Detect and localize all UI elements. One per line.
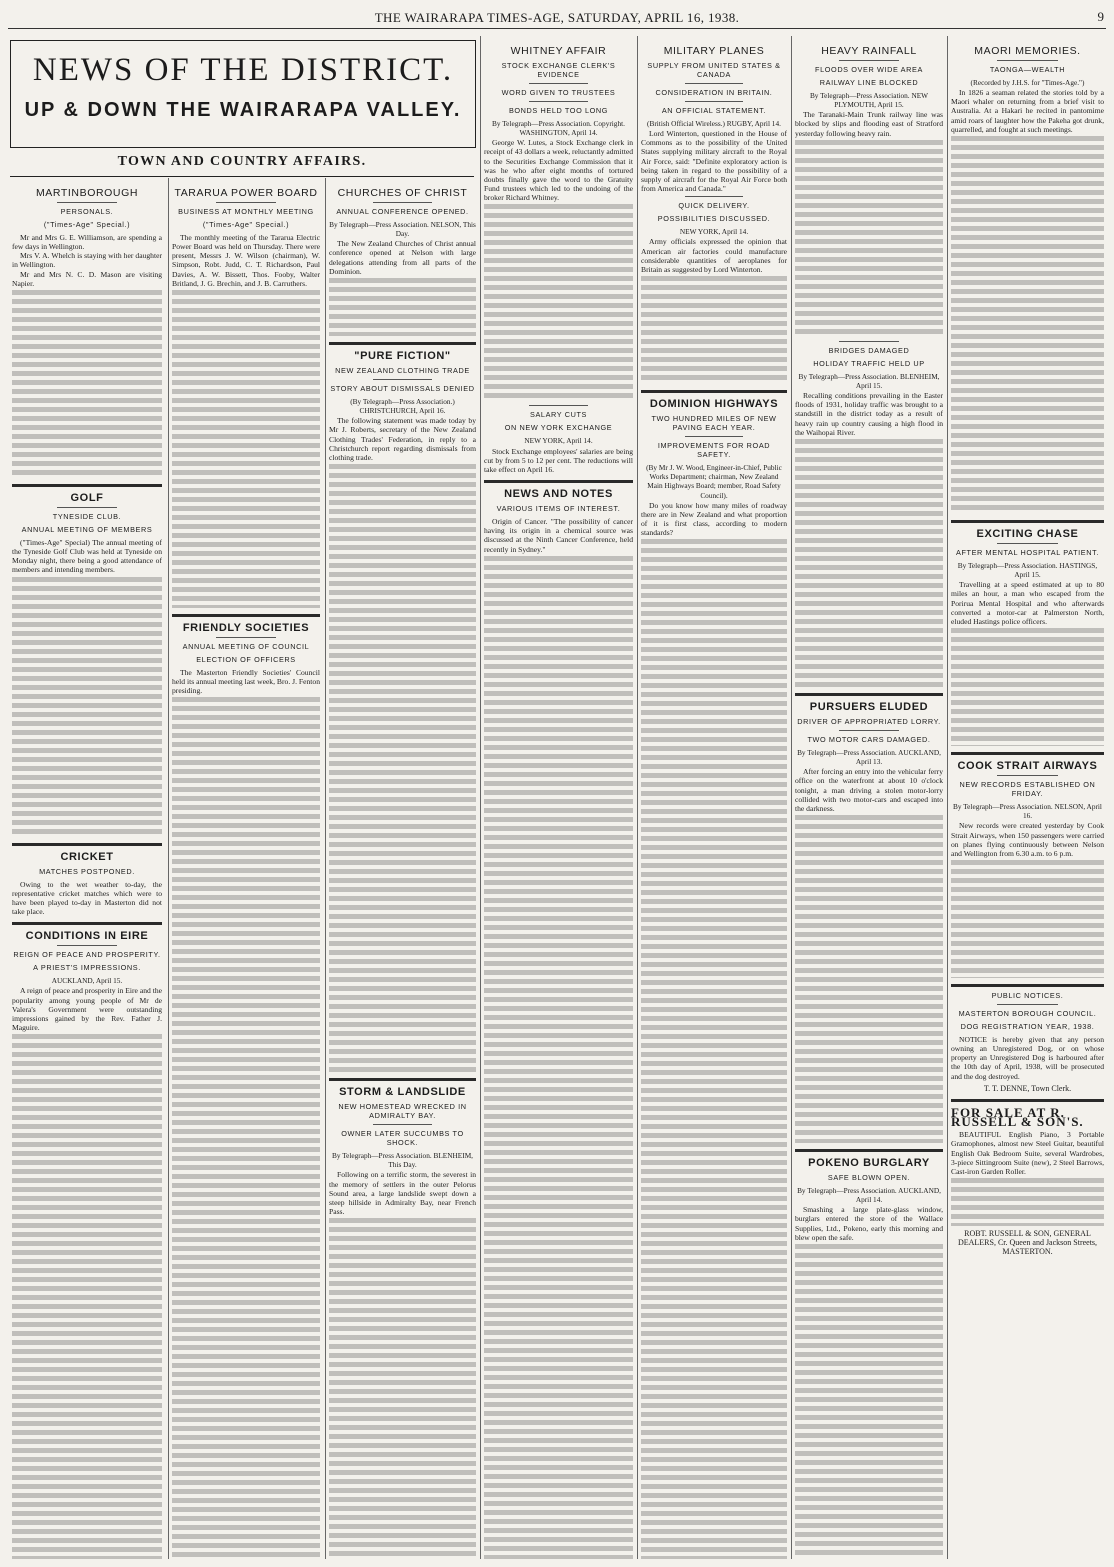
article-paragraph: The following statement was made today by Mr J. Roberts, secretary of the New Zealand Clothing Trades' Federation, in reply to a Christchurch report regarding dismissals from clothing trade.	[329, 416, 476, 462]
headline-pursuers: PURSUERS ELUDED	[809, 700, 929, 713]
subhead-paving: TWO HUNDRED MILES OF NEW PAVING EACH YEAR.	[651, 414, 777, 433]
subhead-council: ANNUAL MEETING OF COUNCIL	[182, 641, 310, 651]
subhead-official: AN OFFICIAL STATEMENT.	[661, 106, 767, 115]
headline-for-sale: FOR SALE AT R. RUSSELL & SON'S.	[951, 1104, 1084, 1130]
subhead-postponed: MATCHES POSTPONED.	[39, 866, 135, 876]
dateline: NEW YORK, April 14.	[524, 436, 593, 446]
article-paragraph: Owing to the wet weather to-day, the representative cricket matches which were to have been played to-day in Masterton did not take place.	[12, 879, 162, 917]
notice-council: MASTERTON BOROUGH COUNCIL.	[958, 1008, 1097, 1018]
text-lines	[484, 202, 633, 402]
masthead	[8, 6, 1106, 29]
article-paragraph: Smashing a large plate-glass window, burglars entered the store of the Wallace Supplies, Ltd., Pokeno, early this morning and blew open the safe.	[795, 1205, 943, 1242]
subhead-bridges: BRIDGES DAMAGED	[828, 345, 910, 355]
subhead-safe: SAFE BLOWN OPEN.	[827, 1172, 911, 1182]
headline-golf: GOLF	[70, 491, 104, 504]
text-lines	[12, 288, 162, 478]
dateline: By Telegraph—Press Association. HASTINGS, April 15.	[957, 560, 1098, 580]
subhead-delivery: QUICK DELIVERY.	[678, 201, 750, 211]
masthead-title: THE WAIRARAPA TIMES-AGE, SATURDAY, APRIL 16, 1938.	[374, 10, 740, 25]
column-rule	[325, 178, 326, 1559]
dateline: AUCKLAND, April 15.	[51, 976, 123, 986]
headline-storm: STORM & LANDSLIDE	[339, 1086, 466, 1099]
column-rule	[168, 178, 169, 1559]
notice-dog-registration: DOG REGISTRATION YEAR, 1938.	[960, 1021, 1095, 1031]
column-6	[795, 40, 943, 1559]
byline: (Recorded by J.H.S. for "Times-Age.")	[970, 78, 1085, 87]
subhead-conference: ANNUAL CONFERENCE OPENED.	[336, 207, 469, 216]
subhead-floods: FLOODS OVER WIDE AREA	[815, 65, 923, 74]
byline: (By Mr J. W. Wood, Engineer-in-Chief, Public Works Department; chairman, New Zealand Main Highways Board; member, Road Safety Council).	[646, 463, 782, 500]
text-lines	[951, 858, 1104, 978]
subhead-word-given: WORD GIVEN TO TRUSTEES	[501, 88, 616, 97]
text-lines	[12, 575, 162, 837]
article-paragraph: Travelling at a speed estimated at up to 80 miles an hour, a man who escaped from the Porirua Mental Hospital and who afterwards converted a motor-car at Palmerston North, eluded Hastings police officers.	[951, 580, 1104, 626]
subhead-tyneside: TYNESIDE CLUB.	[52, 511, 122, 521]
notice-paragraph: NOTICE is hereby given that any person owning an Unregistered Dog, or on whose property an Unregistered Dog is harboured after the 10th day of April, 1938, will be prosecuted and the dog destroyed.	[951, 1034, 1104, 1081]
subhead-owner: OWNER LATER SUCCUMBS TO SHOCK.	[341, 1129, 464, 1148]
article-paragraph: Recalling conditions prevailing in the Easter floods of 1931, holiday traffic was brought to a standstill in the district today as a result of heavy rain up country causing a high flood in the Waihopai River.	[795, 391, 943, 437]
text-lines	[795, 437, 943, 687]
article-paragraph: Do you know how many miles of roadway there are in New Zealand and what proportion of it is first class, according to modern standards?	[641, 500, 787, 538]
headline-maori: MAORI MEMORIES.	[974, 45, 1081, 57]
article-paragraph: The Taranaki-Main Trunk railway line was blocked by slips and flooding east of Stratford yesterday following heavy rain.	[795, 110, 943, 138]
article-paragraph: Mr and Mrs N. C. D. Mason are visiting Napier.	[12, 269, 162, 288]
subhead-items: VARIOUS ITEMS OF INTEREST.	[496, 504, 621, 514]
subhead-supply: SUPPLY FROM UNITED STATES & CANADA	[647, 61, 781, 79]
page-number: 9	[1097, 9, 1104, 24]
article-paragraph: The Masterton Friendly Societies' Council held its annual meeting last week, Bro. J. Fenton presiding.	[172, 667, 320, 696]
article-paragraph: George W. Lutes, a Stock Exchange clerk in receipt of 43 dollars a week, reluctantly admitted to the Securities Exchange Commission that it was he who after eight months of tortured doubts finally gave the word to the Gratuity Fund trustees which led to the undoing of the broker Richard Whitney.	[484, 138, 633, 203]
column-4	[484, 40, 633, 1559]
advert-paragraph: BEAUTIFUL English Piano, 3 Portable Gramophones, almost new Steel Guitar, beautiful English Oak Bedroom Suite, several Wardrobes, 3-piece Sittingroom Suite (new), 2 Steel Barrows, Cast-iron Garden Roller.	[951, 1130, 1104, 1176]
article-paragraph: Army officials expressed the opinion that American air factories could manufacture considerable quantities of aeroplanes for Britain as suggested by Lord Winterton.	[641, 237, 787, 274]
subhead-holiday: HOLIDAY TRAFFIC HELD UP	[813, 358, 925, 368]
special-note: ("Times-Age" Special.)	[202, 220, 290, 229]
dateline: By Telegraph—Press Association. BLENHEIM, April 15.	[798, 371, 940, 390]
article-paragraph: The monthly meeting of the Tararua Electric Power Board was held on Thursday. There were present, Messrs J. W. Wilson (chairman), W. Simpson, Robt. Judd, C. T. Richardson, Paul Davies, A. W. Bissett, Thos. Fooby, Walter Britland, J. G. Brechin, and J. B. Carruthers.	[172, 233, 320, 288]
subhead-exchange: ON NEW YORK EXCHANGE	[504, 423, 613, 433]
public-notices-heading: PUBLIC NOTICES.	[991, 990, 1064, 1000]
headline-martinborough: MARTINBOROUGH	[35, 187, 139, 199]
headline-pokeno: POKENO BURGLARY	[808, 1156, 930, 1169]
subhead-clothing: NEW ZEALAND CLOTHING TRADE	[335, 365, 470, 375]
dateline: (By Telegraph—Press Association.) CHRISTCHURCH, April 16.	[350, 396, 455, 416]
subhead-cars: TWO MOTOR CARS DAMAGED.	[807, 734, 931, 744]
text-lines	[172, 695, 320, 1559]
article-paragraph: Mrs V. A. Whelch is staying with her daughter in Wellington.	[12, 251, 162, 270]
subhead-taonga: TAONGA—WEALTH	[989, 65, 1066, 74]
subhead-records: NEW RECORDS ESTABLISHED ON FRIDAY.	[959, 780, 1096, 799]
subhead-peace: REIGN OF PEACE AND PROSPERITY.	[13, 950, 161, 960]
headline-military: MILITARY PLANES	[663, 45, 765, 57]
headline-tararua: TARARUA POWER BOARD	[174, 187, 318, 199]
text-lines	[484, 554, 633, 1559]
text-lines	[951, 1176, 1104, 1226]
headline-rainfall: HEAVY RAINFALL	[821, 45, 917, 57]
headline-churches: CHURCHES OF CHRIST	[337, 187, 468, 199]
district-news-banner	[10, 40, 476, 148]
subhead-business: BUSINESS AT MONTHLY MEETING	[178, 207, 314, 216]
text-lines	[795, 1242, 943, 1559]
dateline: By Telegraph—Press Association. BLENHEIM, This Day.	[331, 1151, 474, 1170]
text-lines	[329, 462, 476, 1072]
subhead-consideration: CONSIDERATION IN BRITAIN.	[655, 88, 773, 97]
article-paragraph: New records were created yesterday by Cook Strait Airways, when 150 passengers were carried on planes flying continuously between Nelson and Wellington from 6.30 a.m. to 6 p.m.	[951, 821, 1104, 858]
article-paragraph: Stock Exchange employees' salaries are being cut by from 5 to 12 per cent. The reductions will take effect on April 16.	[484, 446, 633, 474]
text-lines	[795, 813, 943, 1143]
headline-cricket: CRICKET	[60, 850, 114, 863]
text-lines	[12, 1032, 162, 1559]
subhead-clerk: STOCK EXCHANGE CLERK'S EVIDENCE	[501, 61, 616, 79]
column-2	[172, 182, 320, 1559]
subhead-officers: ELECTION OF OFFICERS	[196, 654, 296, 664]
article-paragraph: A reign of peace and prosperity in Eire and the popularity among young people of Mr de Valera's Government were outstanding impressions gained by the Rev. Father J. Maguire.	[12, 986, 162, 1032]
special-note: ("Times-Age" Special.)	[43, 220, 131, 229]
headline-eire: CONDITIONS IN EIRE	[25, 930, 149, 943]
article-paragraph: In 1826 a seaman related the stories told by a Maori whaler on returning from a brief visit to Australia. At a Hakari he recited in pantomime amid roars of laughter how the Pakeha got drunk, quarrelled, and fought at such meetings.	[951, 88, 1104, 134]
subhead-annual-meeting: ANNUAL MEETING OF MEMBERS	[21, 524, 153, 534]
headline-highways: DOMINION HIGHWAYS	[649, 398, 779, 411]
subhead-bonds: BONDS HELD TOO LONG	[508, 106, 609, 115]
article-paragraph: ("Times-Age" Special) The annual meeting of the Tyneside Golf Club was held at Tyneside on Monday night, there being a good attendance of members and intending members.	[12, 537, 162, 575]
column-rule	[480, 36, 481, 1559]
headline-friendly-societies: FRIENDLY SOCIETIES	[182, 621, 310, 634]
article-paragraph: Mr and Mrs G. E. Williamson, are spending a few days in Wellington.	[12, 233, 162, 252]
text-lines	[951, 626, 1104, 746]
column-rule	[947, 36, 948, 1559]
dateline: By Telegraph—Press Association. NELSON, April 16.	[953, 802, 1102, 821]
headline-whitney: WHITNEY AFFAIR	[510, 45, 607, 57]
headline-airways: COOK STRAIT AIRWAYS	[957, 760, 1098, 773]
column-7	[951, 40, 1104, 1559]
text-lines	[641, 537, 787, 1559]
subhead-homestead: NEW HOMESTEAD WRECKED IN ADMIRALTY BAY.	[338, 1102, 467, 1121]
dateline: (British Official Wireless.) RUGBY, April 14.	[647, 119, 781, 128]
banner-title: NEWS OF THE DISTRICT.	[32, 52, 454, 88]
headline-news-notes: NEWS AND NOTES	[504, 488, 613, 501]
text-lines	[329, 276, 476, 336]
dateline: By Telegraph—Press Association. AUCKLAND, April 13.	[797, 747, 941, 767]
dateline: By Telegraph—Press Association. Copyright. WASHINGTON, April 14.	[492, 119, 625, 138]
column-rule	[791, 36, 792, 1559]
article-paragraph: Origin of Cancer. "The possibility of cancer having its origin in a chemical source was discussed at the Ninth Cancer Conference, held recently in Sydney."	[484, 517, 633, 554]
text-lines	[172, 288, 320, 608]
column-rule	[637, 36, 638, 1559]
subhead-driver: DRIVER OF APPROPRIATED LORRY.	[797, 716, 941, 726]
article-paragraph: Lord Winterton, questioned in the House of Commons as to the possibility of the United States supplying military aircraft to the Royal Air Force, said: "Definite exploratory action is being taken in regard to the possibility of a supply of aircraft for the Royal Air Force both from America and Canada."	[641, 129, 787, 194]
dateline: NEW YORK, April 14.	[679, 227, 749, 237]
text-lines	[795, 138, 943, 338]
advert-signature: ROBT. RUSSELL & SON, GENERAL DEALERS, Cr. Queen and Jackson Streets, MASTERTON.	[957, 1229, 1098, 1257]
dateline: By Telegraph—Press Association. NELSON, This Day.	[329, 220, 476, 239]
subhead-dismissals: STORY ABOUT DISMISSALS DENIED	[330, 383, 475, 393]
article-paragraph: Following on a terrific storm, the severest in the memory of settlers in the outer Pelorus Sound area, a large landslide swept down a steep hillside in Admiralty Bay, near French Pass.	[329, 1170, 476, 1216]
text-lines	[329, 1216, 476, 1559]
text-lines	[951, 134, 1104, 514]
subhead-railway: RAILWAY LINE BLOCKED	[819, 78, 919, 87]
headline-chase: EXCITING CHASE	[976, 527, 1079, 540]
dateline: By Telegraph—Press Association. AUCKLAND, April 14.	[797, 1185, 941, 1205]
article-paragraph: The New Zealand Churches of Christ annual conference opened at Nelson with large delegations attending from all parts of the Dominion.	[329, 239, 476, 276]
subhead-patient: AFTER MENTAL HOSPITAL PATIENT.	[955, 547, 1099, 557]
subhead-possibilities: POSSIBILITIES DISCUSSED.	[657, 214, 771, 224]
subhead-safety: IMPROVEMENTS FOR ROAD SAFETY.	[657, 441, 771, 460]
notice-signature: T. T. DENNE, Town Clerk.	[983, 1083, 1072, 1093]
article-paragraph: After forcing an entry into the vehicular ferry office on the waterfront at about 10 o'clock tonight, a man driving a stolen motor-lorry collided with two motor-cars and escaped into the darkness.	[795, 767, 943, 813]
column-3	[329, 182, 476, 1559]
text-lines	[641, 274, 787, 384]
subhead-salary: SALARY CUTS	[529, 410, 588, 420]
column-5	[641, 40, 787, 1559]
dateline: By Telegraph—Press Association. NEW PLYMOUTH, April 15.	[809, 91, 929, 110]
banner-subtitle: UP & DOWN THE WAIRARAPA VALLEY.	[24, 99, 462, 121]
subhead-personals: PERSONALS.	[60, 207, 114, 216]
town-country-heading: TOWN AND COUNTRY AFFAIRS.	[10, 154, 474, 177]
column-1	[12, 182, 162, 1559]
subhead-priest: A PRIEST'S IMPRESSIONS.	[33, 963, 141, 973]
headline-pure-fiction: "PURE FICTION"	[354, 349, 451, 362]
